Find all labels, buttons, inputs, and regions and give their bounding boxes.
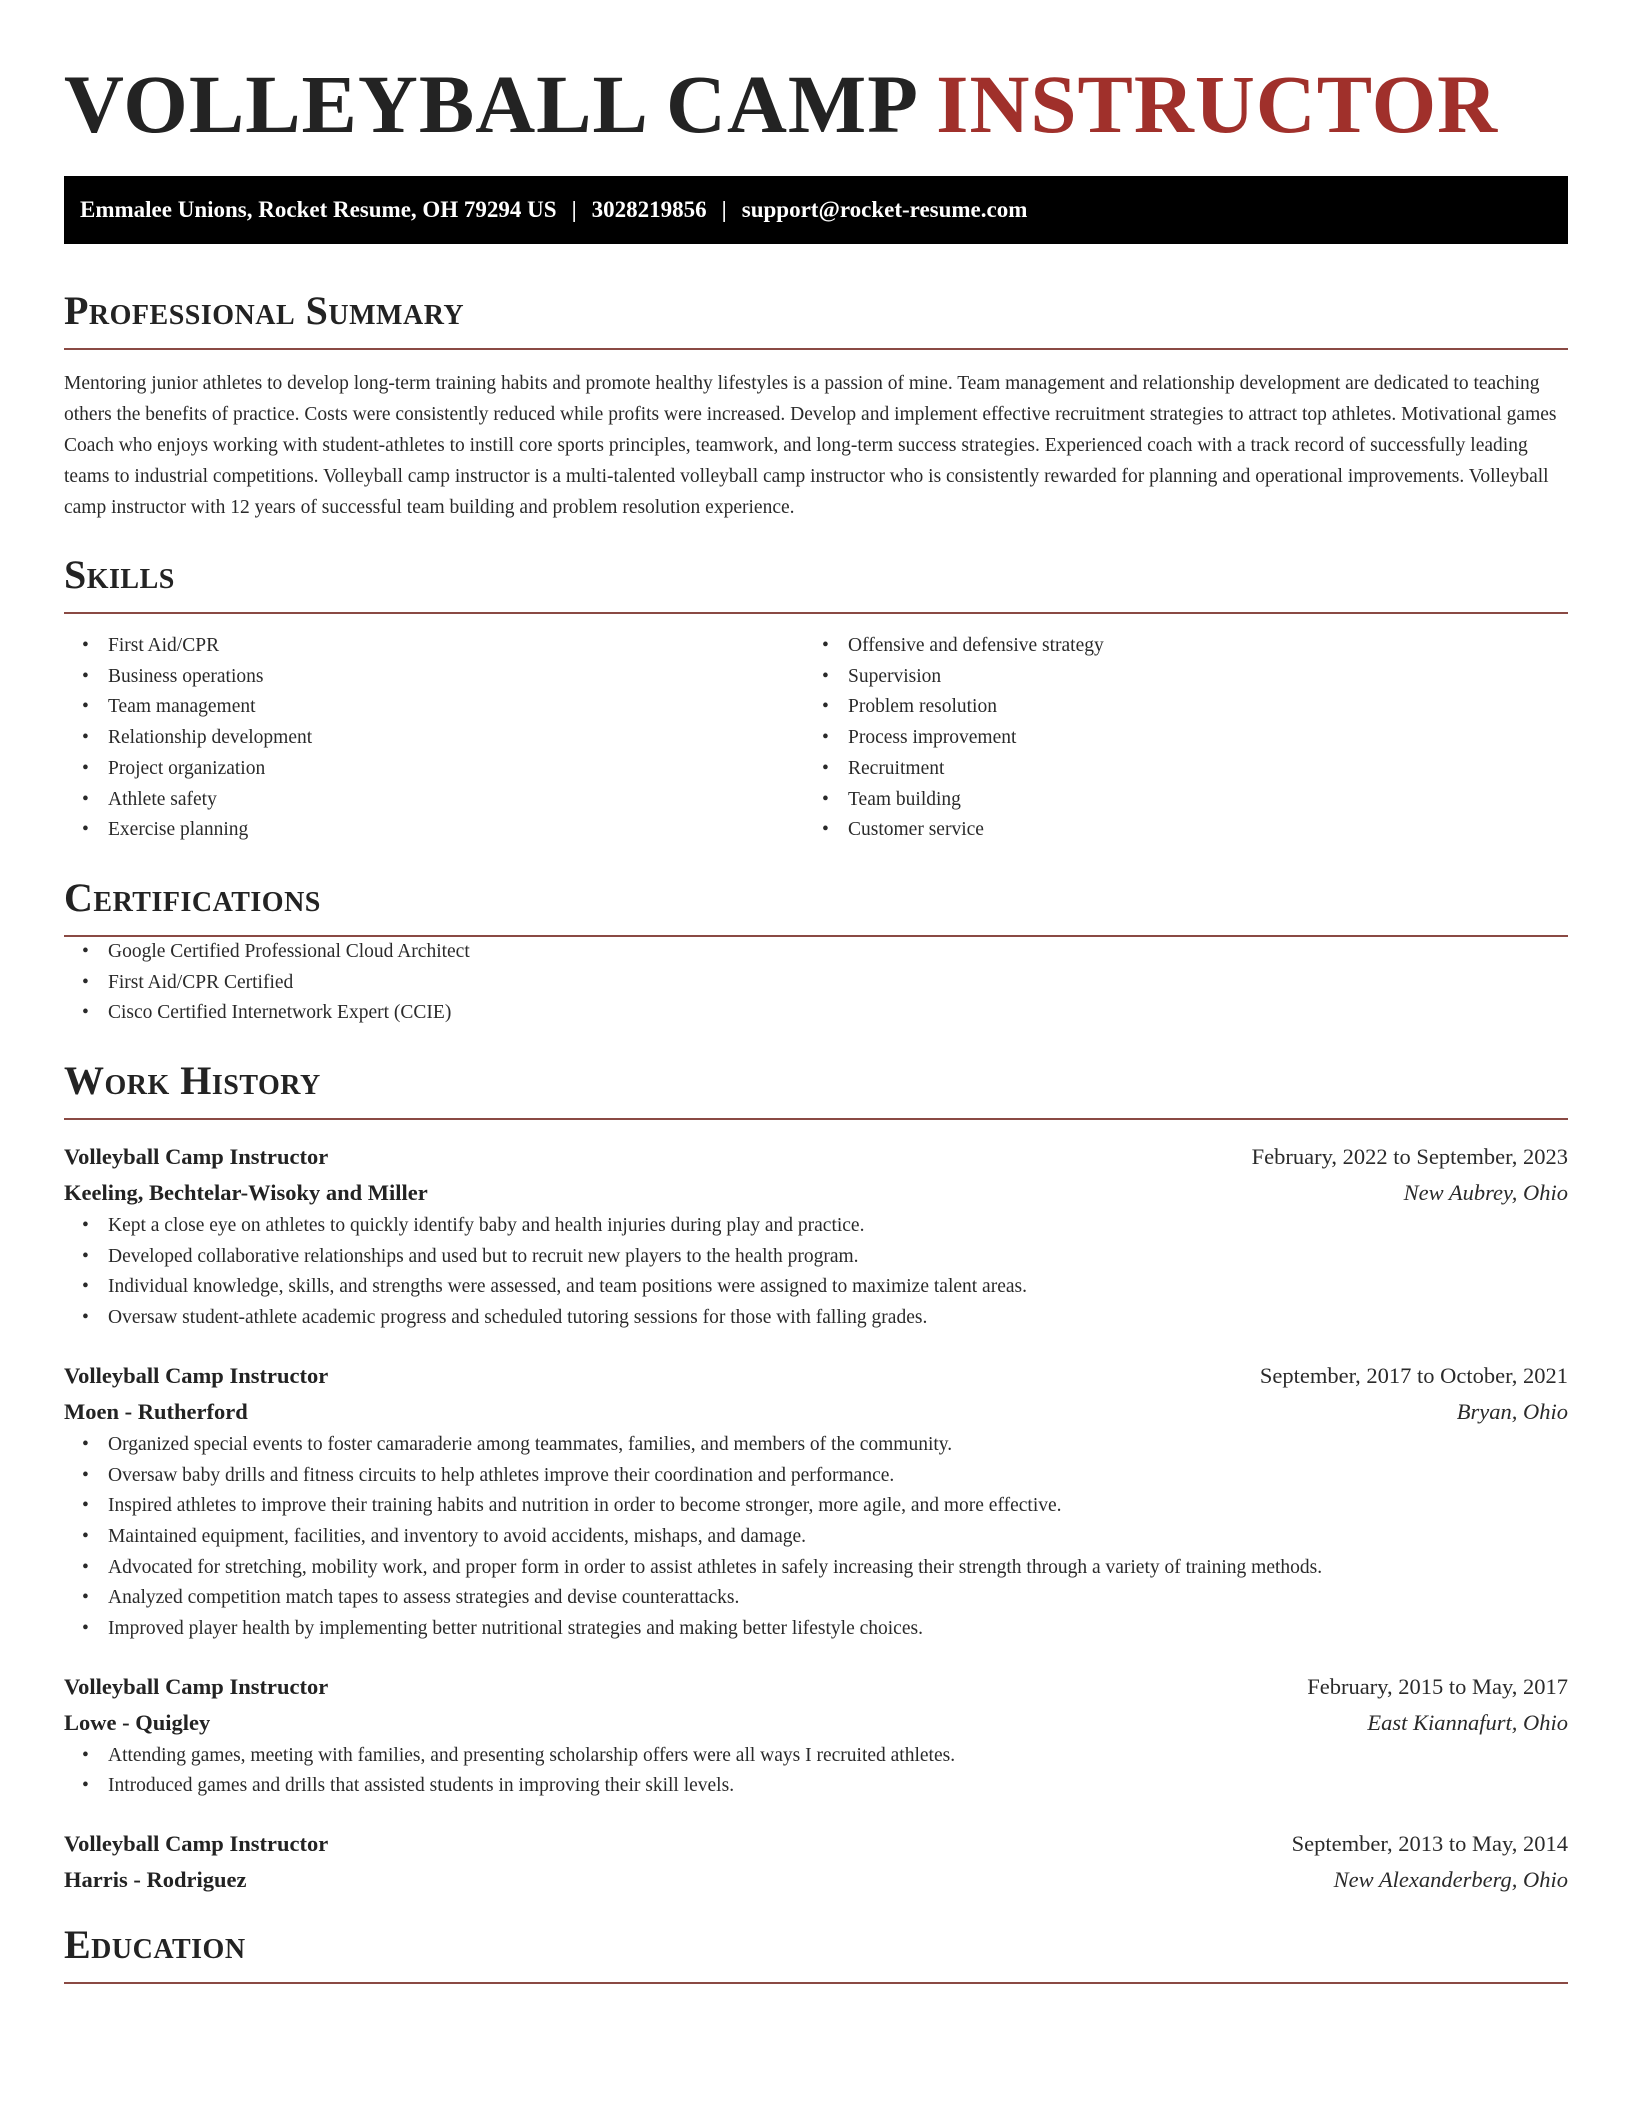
certifications-list (64, 937, 1568, 1029)
job-responsibility-text: Advocated for stretching, mobility work, and proper form in order to assist athletes in safely increasing their strength through a variety of training methods. (108, 1556, 1323, 1578)
job-responsibility (64, 1211, 1568, 1242)
title-accent: INSTRUCTOR (936, 58, 1499, 150)
job-responsibility-text: Attending games, meeting with families, and presenting scholarship offers were all ways I recruited athletes. (108, 1744, 956, 1766)
job-company: Lowe - Quigley (64, 1709, 211, 1735)
job-responsibilities-list (64, 1211, 1568, 1334)
work-history-section (64, 1058, 1568, 1898)
skill-item (804, 662, 1544, 693)
skills-grid (64, 631, 1568, 846)
certifications-section (64, 875, 1568, 1029)
job-responsibility (64, 1553, 1568, 1584)
job-dates: February, 2022 to September, 2023 (1251, 1144, 1568, 1170)
skill-item (804, 723, 1544, 754)
job-entry (64, 1139, 1568, 1334)
certification-item (64, 998, 1568, 1029)
bullet-dot-icon: • (822, 788, 829, 810)
job-location: New Alexanderberg, Ohio (1333, 1867, 1568, 1893)
bullet-dot-icon: • (82, 1775, 89, 1797)
job-title: Volleyball Camp Instructor (64, 1362, 329, 1388)
job-entry (64, 1358, 1568, 1645)
summary-heading: Professional Summary (64, 288, 1568, 350)
job-responsibility-text: Kept a close eye on athletes to quickly identify baby and health injuries during play and practice. (108, 1215, 865, 1237)
job-responsibility (64, 1491, 1568, 1522)
skill-item-text: Supervision (848, 665, 942, 687)
education-heading: Education (64, 1922, 1568, 1984)
job-responsibility-text: Oversaw baby drills and fitness circuits to help athletes improve their coordination and performance. (108, 1464, 895, 1486)
skill-item-text: Process improvement (848, 727, 1017, 749)
job-responsibility (64, 1430, 1568, 1461)
job-location: East Kiannafurt, Ohio (1367, 1709, 1568, 1735)
job-location: Bryan, Ohio (1456, 1398, 1568, 1424)
work-history-heading: Work History (64, 1058, 1568, 1120)
job-responsibility (64, 1771, 1568, 1802)
skills-section (64, 552, 1568, 846)
job-responsibility-text: Organized special events to foster camaraderie among teammates, families, and members of the community. (108, 1433, 953, 1455)
skill-item (804, 692, 1544, 723)
job-responsibility (64, 1242, 1568, 1273)
job-responsibility-text: Inspired athletes to improve their training habits and nutrition in order to become stronger, more agile, and more effective. (108, 1495, 1062, 1517)
bullet-dot-icon: • (82, 1433, 89, 1455)
bullet-dot-icon: • (822, 727, 829, 749)
bullet-dot-icon: • (82, 1587, 89, 1609)
bullet-dot-icon: • (82, 819, 89, 841)
job-dates: September, 2017 to October, 2021 (1259, 1362, 1568, 1388)
job-company-row (64, 1862, 1568, 1898)
bullet-dot-icon: • (82, 1245, 89, 1267)
job-company: Keeling, Bechtelar-Wisoky and Miller (64, 1180, 428, 1206)
bullet-dot-icon: • (822, 757, 829, 779)
jobs-list (64, 1139, 1568, 1898)
bullet-dot-icon: • (82, 940, 89, 962)
bullet-dot-icon: • (82, 1276, 89, 1298)
job-header-row (64, 1358, 1568, 1394)
bullet-dot-icon: • (82, 757, 89, 779)
job-responsibilities-list (64, 1741, 1568, 1802)
skill-item-text: Customer service (848, 819, 984, 841)
skill-item-text: Athlete safety (108, 788, 217, 810)
certification-item (64, 968, 1568, 999)
skill-item-text: Recruitment (848, 757, 945, 779)
job-responsibility-text: Individual knowledge, skills, and strengths were assessed, and team positions were assigned to maximize talent areas. (108, 1276, 1027, 1298)
job-header-row (64, 1826, 1568, 1862)
skill-item-text: First Aid/CPR (108, 635, 220, 656)
job-dates: September, 2013 to May, 2014 (1291, 1831, 1568, 1857)
job-responsibility (64, 1272, 1568, 1303)
job-responsibility-text: Oversaw student-athlete academic progress and scheduled tutoring sessions for those with falling grades. (108, 1307, 928, 1329)
bullet-dot-icon: • (82, 727, 89, 749)
skill-item (64, 723, 804, 754)
bullet-dot-icon: • (82, 1464, 89, 1486)
job-title: Volleyball Camp Instructor (64, 1831, 329, 1857)
job-dates: February, 2015 to May, 2017 (1307, 1673, 1568, 1699)
bullet-dot-icon: • (82, 1495, 89, 1517)
skill-item-text: Team management (108, 696, 256, 718)
job-responsibility (64, 1303, 1568, 1334)
job-responsibility-text: Improved player health by implementing better nutritional strategies and making better lifestyle choices. (108, 1618, 923, 1640)
summary-section (64, 288, 1568, 523)
contact-bar (64, 176, 1568, 244)
job-entry (64, 1826, 1568, 1898)
certification-item-text: Cisco Certified Internetwork Expert (CCIE) (108, 1002, 452, 1024)
skill-item (64, 662, 804, 693)
skill-item (64, 815, 804, 846)
skill-item (804, 785, 1544, 816)
skill-item-text: Project organization (108, 757, 266, 779)
skill-item (804, 754, 1544, 785)
job-title: Volleyball Camp Instructor (64, 1673, 329, 1699)
job-title: Volleyball Camp Instructor (64, 1144, 329, 1170)
skill-item-text: Relationship development (108, 727, 313, 749)
contact-separator: | (721, 197, 727, 222)
skills-heading: Skills (64, 552, 1568, 614)
bullet-dot-icon: • (822, 819, 829, 841)
certifications-heading: Certifications (64, 875, 1568, 937)
job-location: New Aubrey, Ohio (1403, 1180, 1568, 1206)
job-responsibility-text: Introduced games and drills that assisted students in improving their skill levels. (108, 1775, 735, 1797)
bullet-dot-icon: • (82, 1556, 89, 1578)
bullet-dot-icon: • (82, 1215, 89, 1237)
skill-item (64, 754, 804, 785)
skill-item-text: Team building (848, 788, 961, 810)
bullet-dot-icon: • (82, 635, 89, 656)
job-responsibility (64, 1583, 1568, 1614)
bullet-dot-icon: • (82, 1744, 89, 1766)
education-section (64, 1922, 1568, 1984)
certification-item-text: First Aid/CPR Certified (108, 971, 294, 993)
job-responsibility-text: Analyzed competition match tapes to assess strategies and devise counterattacks. (108, 1587, 740, 1609)
job-responsibilities-list (64, 1430, 1568, 1645)
bullet-dot-icon: • (82, 1002, 89, 1024)
job-responsibility-text: Maintained equipment, facilities, and inventory to avoid accidents, mishaps, and damage. (108, 1525, 807, 1547)
skill-item-text: Exercise planning (108, 819, 249, 841)
skill-item (804, 815, 1544, 846)
skill-item (64, 692, 804, 723)
job-header-row (64, 1139, 1568, 1175)
contact-separator: | (571, 197, 577, 222)
bullet-dot-icon: • (82, 665, 89, 687)
job-responsibility (64, 1461, 1568, 1492)
job-responsibility (64, 1741, 1568, 1772)
skill-item (64, 631, 804, 662)
summary-text: Mentoring junior athletes to develop long-term training habits and promote healthy lifestyles is a passion of mine. Team management and relationship development are dedicated to teaching others the benefits of practice. Costs were consistently reduced while profits were increased. Develop and implement effective recruitment strategies to attract top athletes. Motivational games Coach who enjoys working with student-athletes to instill core sports principles, teamwork, and long-term success strategies. Experienced coach with a track record of successfully leading teams to industrial competitions. Volleyball camp instructor is a multi-talented volleyball camp instructor who is consistently rewarded for planning and operational improvements. Volleyball camp instructor with 12 years of successful team building and problem resolution experience. (64, 373, 1557, 518)
skill-item-text: Offensive and defensive strategy (848, 635, 1104, 656)
skill-item-text: Business operations (108, 665, 264, 687)
job-company-row (64, 1394, 1568, 1430)
certification-item-text: Google Certified Professional Cloud Architect (108, 940, 470, 962)
bullet-dot-icon: • (822, 665, 829, 687)
contact-email: support@rocket-resume.com (741, 197, 1028, 222)
skill-item-text: Problem resolution (848, 696, 997, 718)
job-company-row (64, 1175, 1568, 1211)
bullet-dot-icon: • (822, 635, 829, 656)
bullet-dot-icon: • (82, 1525, 89, 1547)
contact-address: Emmalee Unions, Rocket Resume, OH 79294 US (80, 197, 557, 222)
job-company-row (64, 1705, 1568, 1741)
skill-item (64, 785, 804, 816)
skills-left-list (64, 631, 804, 846)
resume-title (64, 0, 1568, 152)
job-responsibility-text: Developed collaborative relationships and used but to recruit new players to the health program. (108, 1245, 859, 1267)
bullet-dot-icon: • (82, 971, 89, 993)
job-company: Harris - Rodriguez (64, 1867, 247, 1893)
bullet-dot-icon: • (82, 1307, 89, 1329)
bullet-dot-icon: • (82, 1618, 89, 1640)
job-responsibility (64, 1522, 1568, 1553)
skills-right-list (804, 631, 1544, 846)
bullet-dot-icon: • (82, 788, 89, 810)
title-main: VOLLEYBALL CAMP (64, 58, 915, 150)
job-header-row (64, 1669, 1568, 1705)
bullet-dot-icon: • (822, 696, 829, 718)
job-entry (64, 1669, 1568, 1802)
job-responsibility (64, 1614, 1568, 1645)
bullet-dot-icon: • (82, 696, 89, 718)
contact-phone: 3028219856 (591, 197, 707, 222)
skill-item (804, 631, 1544, 662)
certification-item (64, 937, 1568, 968)
job-company: Moen - Rutherford (64, 1398, 248, 1424)
